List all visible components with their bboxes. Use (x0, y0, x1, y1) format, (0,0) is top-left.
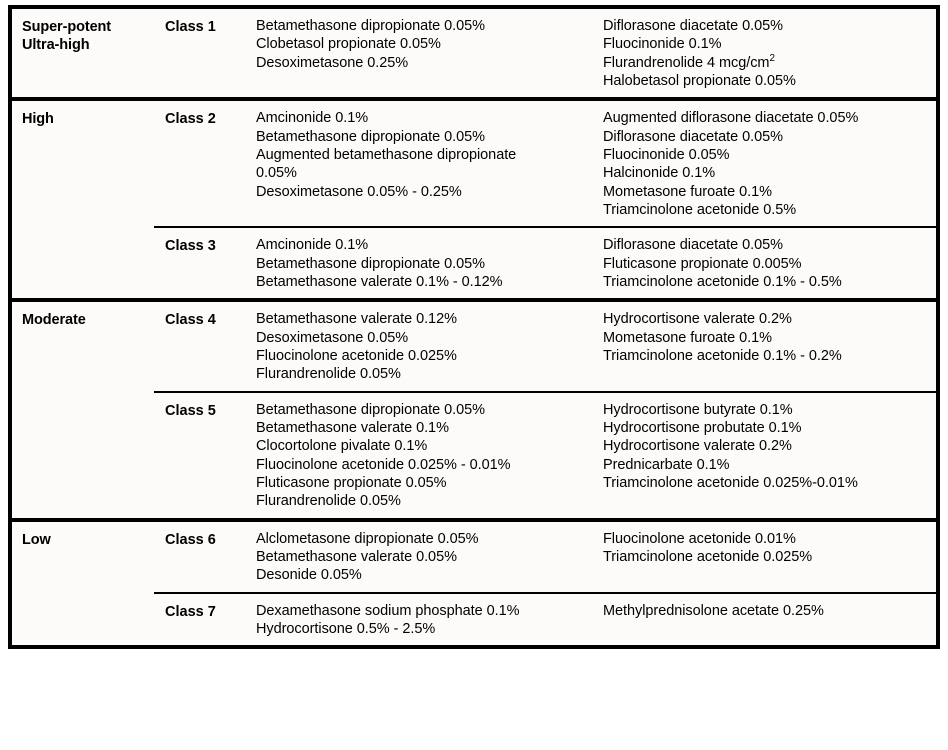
class-cell (154, 520, 246, 593)
drug-item: Clobetasol propionate 0.05% (256, 36, 441, 53)
class-label: Class 5 (165, 402, 216, 419)
drug-item: Desoximetasone 0.25% (256, 54, 409, 71)
drug-item: Diflorasone diacetate 0.05% (603, 237, 784, 254)
table-row (10, 99, 938, 227)
drug-item: Betamethasone dipropionate 0.05% (256, 18, 485, 34)
class-label: Class 3 (165, 238, 216, 255)
drug-list-left (246, 310, 600, 383)
drug-item: Betamethasone valerate 0.1% - 0.12% (256, 273, 503, 290)
class-label: Class 6 (165, 531, 216, 548)
drug-list-left (246, 530, 600, 585)
drug-item: Fluocinolone acetonide 0.025% (256, 347, 457, 364)
table-row (10, 300, 938, 391)
drug-list-right (600, 602, 936, 639)
drug-item: Dexamethasone sodium phosphate 0.1% (256, 602, 520, 619)
drug-item: Amcinonide 0.1% (256, 110, 369, 127)
drug-item: Mometasone furoate 0.1% (603, 329, 772, 346)
drug-item: Triamcinolone acetonide 0.1% - 0.2% (603, 347, 842, 364)
drug-item: Fluticasone propionate 0.005% (603, 255, 802, 272)
drug-list-right (600, 310, 936, 383)
drug-item: Halcinonide 0.1% (603, 165, 716, 182)
potency-label-line1: Super-potent (22, 19, 112, 35)
drug-item: Augmented diflorasone diacetate 0.05% (603, 110, 859, 127)
potency-cell (10, 7, 154, 99)
drug-list-left (246, 109, 600, 219)
corticosteroid-potency-table (8, 5, 940, 649)
drug-item: Prednicarbate 0.1% (603, 456, 730, 473)
drug-list-right (600, 236, 936, 291)
drug-item: Mometasone furoate 0.1% (603, 183, 772, 200)
class-cell (154, 7, 246, 99)
drug-columns (246, 17, 936, 90)
drug-item: Betamethasone valerate 0.12% (256, 311, 457, 328)
drug-columns (246, 401, 936, 511)
drugs-cell (246, 227, 938, 300)
class-cell (154, 593, 246, 648)
drug-item: Flurandrenolide 4 mcg/$cm^2$ (603, 52, 775, 71)
drug-item: Fluocinolone acetonide 0.01% (603, 530, 796, 547)
class-label: Class 4 (165, 312, 216, 329)
drug-item: Betamethasone valerate 0.1% (256, 419, 449, 436)
drugs-cell (246, 300, 938, 391)
drug-list-right (600, 109, 936, 219)
drug-item: Triamcinolone acetonide 0.1% - 0.5% (603, 273, 842, 290)
drug-item: Desonide 0.05% (256, 567, 362, 584)
table-body (10, 7, 938, 647)
drug-item: Betamethasone dipropionate 0.05% (256, 128, 485, 145)
drug-columns (246, 236, 936, 291)
potency-label-line1: Low (22, 531, 51, 548)
potency-label-line1: High (22, 111, 54, 128)
drug-list-right (600, 17, 936, 90)
drug-item: Fluticasone propionate 0.05% (256, 474, 447, 491)
drugs-cell (246, 7, 938, 99)
drug-list-left (246, 236, 600, 291)
class-label: Class 1 (165, 19, 216, 35)
drug-columns (246, 530, 936, 585)
class-label: Class 2 (165, 111, 216, 128)
class-cell (154, 300, 246, 391)
drug-item: Diflorasone diacetate 0.05% (603, 128, 784, 145)
drug-item: Hydrocortisone valerate 0.2% (603, 311, 792, 328)
drug-item: Alclometasone dipropionate 0.05% (256, 530, 479, 547)
potency-cell (10, 300, 154, 519)
drug-columns (246, 310, 936, 383)
class-cell (154, 392, 246, 520)
drug-item: Fluocinolone acetonide 0.025% - 0.01% (256, 456, 511, 473)
drug-columns (246, 602, 936, 639)
class-cell (154, 227, 246, 300)
superscript-unit: 2 (769, 52, 775, 64)
drug-list-left (246, 401, 600, 511)
drug-item: Desoximetasone 0.05% (256, 329, 409, 346)
potency-label-line2: Ultra-high (22, 37, 90, 54)
drug-item: Methylprednisolone acetate 0.25% (603, 602, 824, 619)
potency-cell (10, 99, 154, 300)
potency-cell (10, 520, 154, 648)
drug-item: Betamethasone dipropionate 0.05% (256, 401, 485, 418)
class-cell (154, 99, 246, 227)
drugs-cell (246, 520, 938, 593)
class-label: Class 7 (165, 603, 216, 620)
drug-item: Betamethasone valerate 0.05% (256, 548, 457, 565)
drug-item: Triamcinolone acetonide 0.5% (603, 201, 797, 218)
drug-item: Clocortolone pivalate 0.1% (256, 438, 428, 455)
drug-item: Halobetasol propionate 0.05% (603, 72, 796, 89)
drug-item: Hydrocortisone probutate 0.1% (603, 419, 802, 436)
drug-item: Augmented betamethasone dipropionate (256, 146, 517, 163)
drug-list-left (246, 17, 600, 90)
drug-item: Flurandrenolide 0.05% (256, 366, 401, 383)
drug-item: Flurandrenolide 0.05% (256, 493, 401, 510)
drug-item: Hydrocortisone 0.5% - 2.5% (256, 620, 436, 637)
drugs-cell (246, 99, 938, 227)
drug-list-right (600, 401, 936, 511)
table-row (10, 7, 938, 99)
drug-list-left (246, 602, 600, 639)
drug-item: Fluocinonide 0.05% (603, 146, 730, 163)
drug-list-right (600, 530, 936, 585)
drugs-cell (246, 593, 938, 648)
drug-item: Triamcinolone acetonide 0.025% (603, 548, 813, 565)
drug-item: 0.05% (256, 165, 297, 182)
drug-item: Fluocinonide 0.1% (603, 36, 722, 53)
drug-item: Diflorasone diacetate 0.05% (603, 18, 784, 34)
drug-item: Amcinonide 0.1% (256, 237, 369, 254)
drug-item: Hydrocortisone butyrate 0.1% (603, 401, 793, 418)
drug-item: Desoximetasone 0.05% - 0.25% (256, 183, 462, 200)
table-row (10, 520, 938, 593)
drug-item: Triamcinolone acetonide 0.025%-0.01% (603, 474, 858, 491)
drug-item: Betamethasone dipropionate 0.05% (256, 255, 485, 272)
drug-item: Hydrocortisone valerate 0.2% (603, 438, 792, 455)
drug-columns (246, 109, 936, 219)
potency-label-line1: Moderate (22, 312, 86, 329)
drugs-cell (246, 392, 938, 520)
